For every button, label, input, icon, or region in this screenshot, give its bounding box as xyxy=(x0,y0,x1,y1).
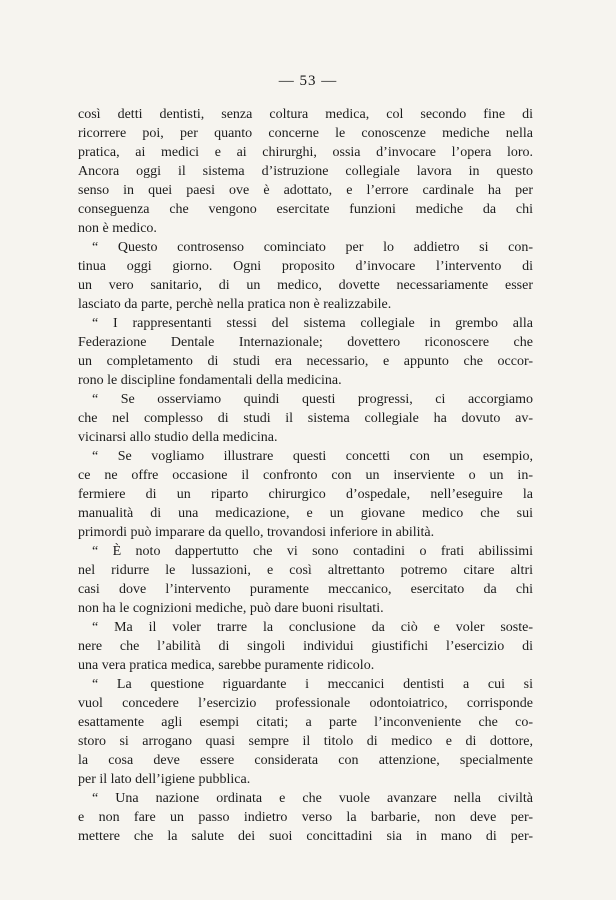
text-line: e non fare un passo indietro verso la barbarie, non deve per- xyxy=(78,810,533,825)
body-text xyxy=(78,105,533,846)
text-line: “ Ma il voler trarre la conclusione da ciò e voler soste- xyxy=(92,620,533,635)
text-line: pratica, ai medici e ai chirurghi, ossia d’invocare l’opera loro. xyxy=(78,145,533,160)
text-line: tinua oggi giorno. Ogni proposito d’invocare l’intervento di xyxy=(78,259,533,274)
text-line: vuol concedere l’esercizio professionale odontoiatrico, corrisponde xyxy=(78,696,533,711)
page-number: — 53 — xyxy=(278,73,338,89)
text-line: “ Questo controsenso cominciato per lo addietro si con- xyxy=(92,240,533,255)
text-line: un vero sanitario, di un medico, dovette necessariamente esser xyxy=(78,278,533,293)
text-line: un completamento di studi era necessario, e appunto che occor- xyxy=(78,354,533,369)
text-line: che nel complesso di studi il sistema collegiale ha dovuto av- xyxy=(78,411,533,426)
text-line: Federazione Dentale Internazionale; dovettero riconoscere che xyxy=(78,335,533,350)
text-line: senso in quei paesi ove è adottato, e l’errore cardinale ha per xyxy=(78,183,533,198)
text-line: una vera pratica medica, sarebbe puramente ridicolo. xyxy=(78,658,375,673)
text-line: “ È noto dappertutto che vi sono contadini o frati abilissimi xyxy=(92,544,533,559)
text-line: manualità di una medicazione, e un giovane medico che sui xyxy=(78,506,533,521)
text-line: casi dove l’intervento puramente meccanico, esercitato da chi xyxy=(78,582,533,597)
text-line: rono le discipline fondamentali della medicina. xyxy=(78,373,342,388)
text-line: storo si arrogano quasi sempre il titolo di medico e di dottore, xyxy=(78,734,533,749)
text-line: ricorrere poi, per quanto concerne le conoscenze mediche nella xyxy=(78,126,533,141)
text-line: non è medico. xyxy=(78,221,157,236)
text-line: così detti dentisti, senza coltura medica, col secondo fine di xyxy=(78,107,533,122)
text-line: nere che l’abilità di singoli individui giustifichi l’esercizio di xyxy=(78,639,533,654)
text-line: “ I rappresentanti stessi del sistema collegiale in grembo alla xyxy=(92,316,533,331)
text-line: mettere che la salute dei suoi concittadini sia in mano di per- xyxy=(78,829,533,844)
text-line: fermiere di un riparto chirurgico d’ospedale, nell’eseguire la xyxy=(78,487,533,502)
text-line: Ancora oggi il sistema d’istruzione collegiale lavora in questo xyxy=(78,164,533,179)
text-line: “ Una nazione ordinata e che vuole avanzare nella civiltà xyxy=(92,791,533,806)
text-line: conseguenza che vengono esercitate funzioni mediche da chi xyxy=(78,202,533,217)
text-line: nel ridurre le lussazioni, e così altrettanto potremo citare altri xyxy=(78,563,533,578)
text-line: “ Se osserviamo quindi questi progressi, ci accorgiamo xyxy=(92,392,533,407)
text-line: lasciato da parte, perchè nella pratica non è realizzabile. xyxy=(78,297,392,312)
text-line: ce ne offre occasione il confronto con un inserviente o un in- xyxy=(78,468,533,483)
text-line: la cosa deve essere considerata con attenzione, specialmente xyxy=(78,753,533,768)
text-line: “ Se vogliamo illustrare questi concetti con un esempio, xyxy=(92,449,533,464)
text-line: vicinarsi allo studio della medicina. xyxy=(78,430,278,445)
text-line: primordi può imparare da quello, trovandosi inferiore in abilità. xyxy=(78,525,435,540)
text-line: esattamente agli esempi citati; a parte l’inconveniente che co- xyxy=(78,715,533,730)
text-line: per il lato dell’igiene pubblica. xyxy=(78,772,251,787)
text-line: non ha le cognizioni mediche, può dare buoni risultati. xyxy=(78,601,384,616)
text-line: “ La questione riguardante i meccanici dentisti a cui si xyxy=(92,677,533,692)
